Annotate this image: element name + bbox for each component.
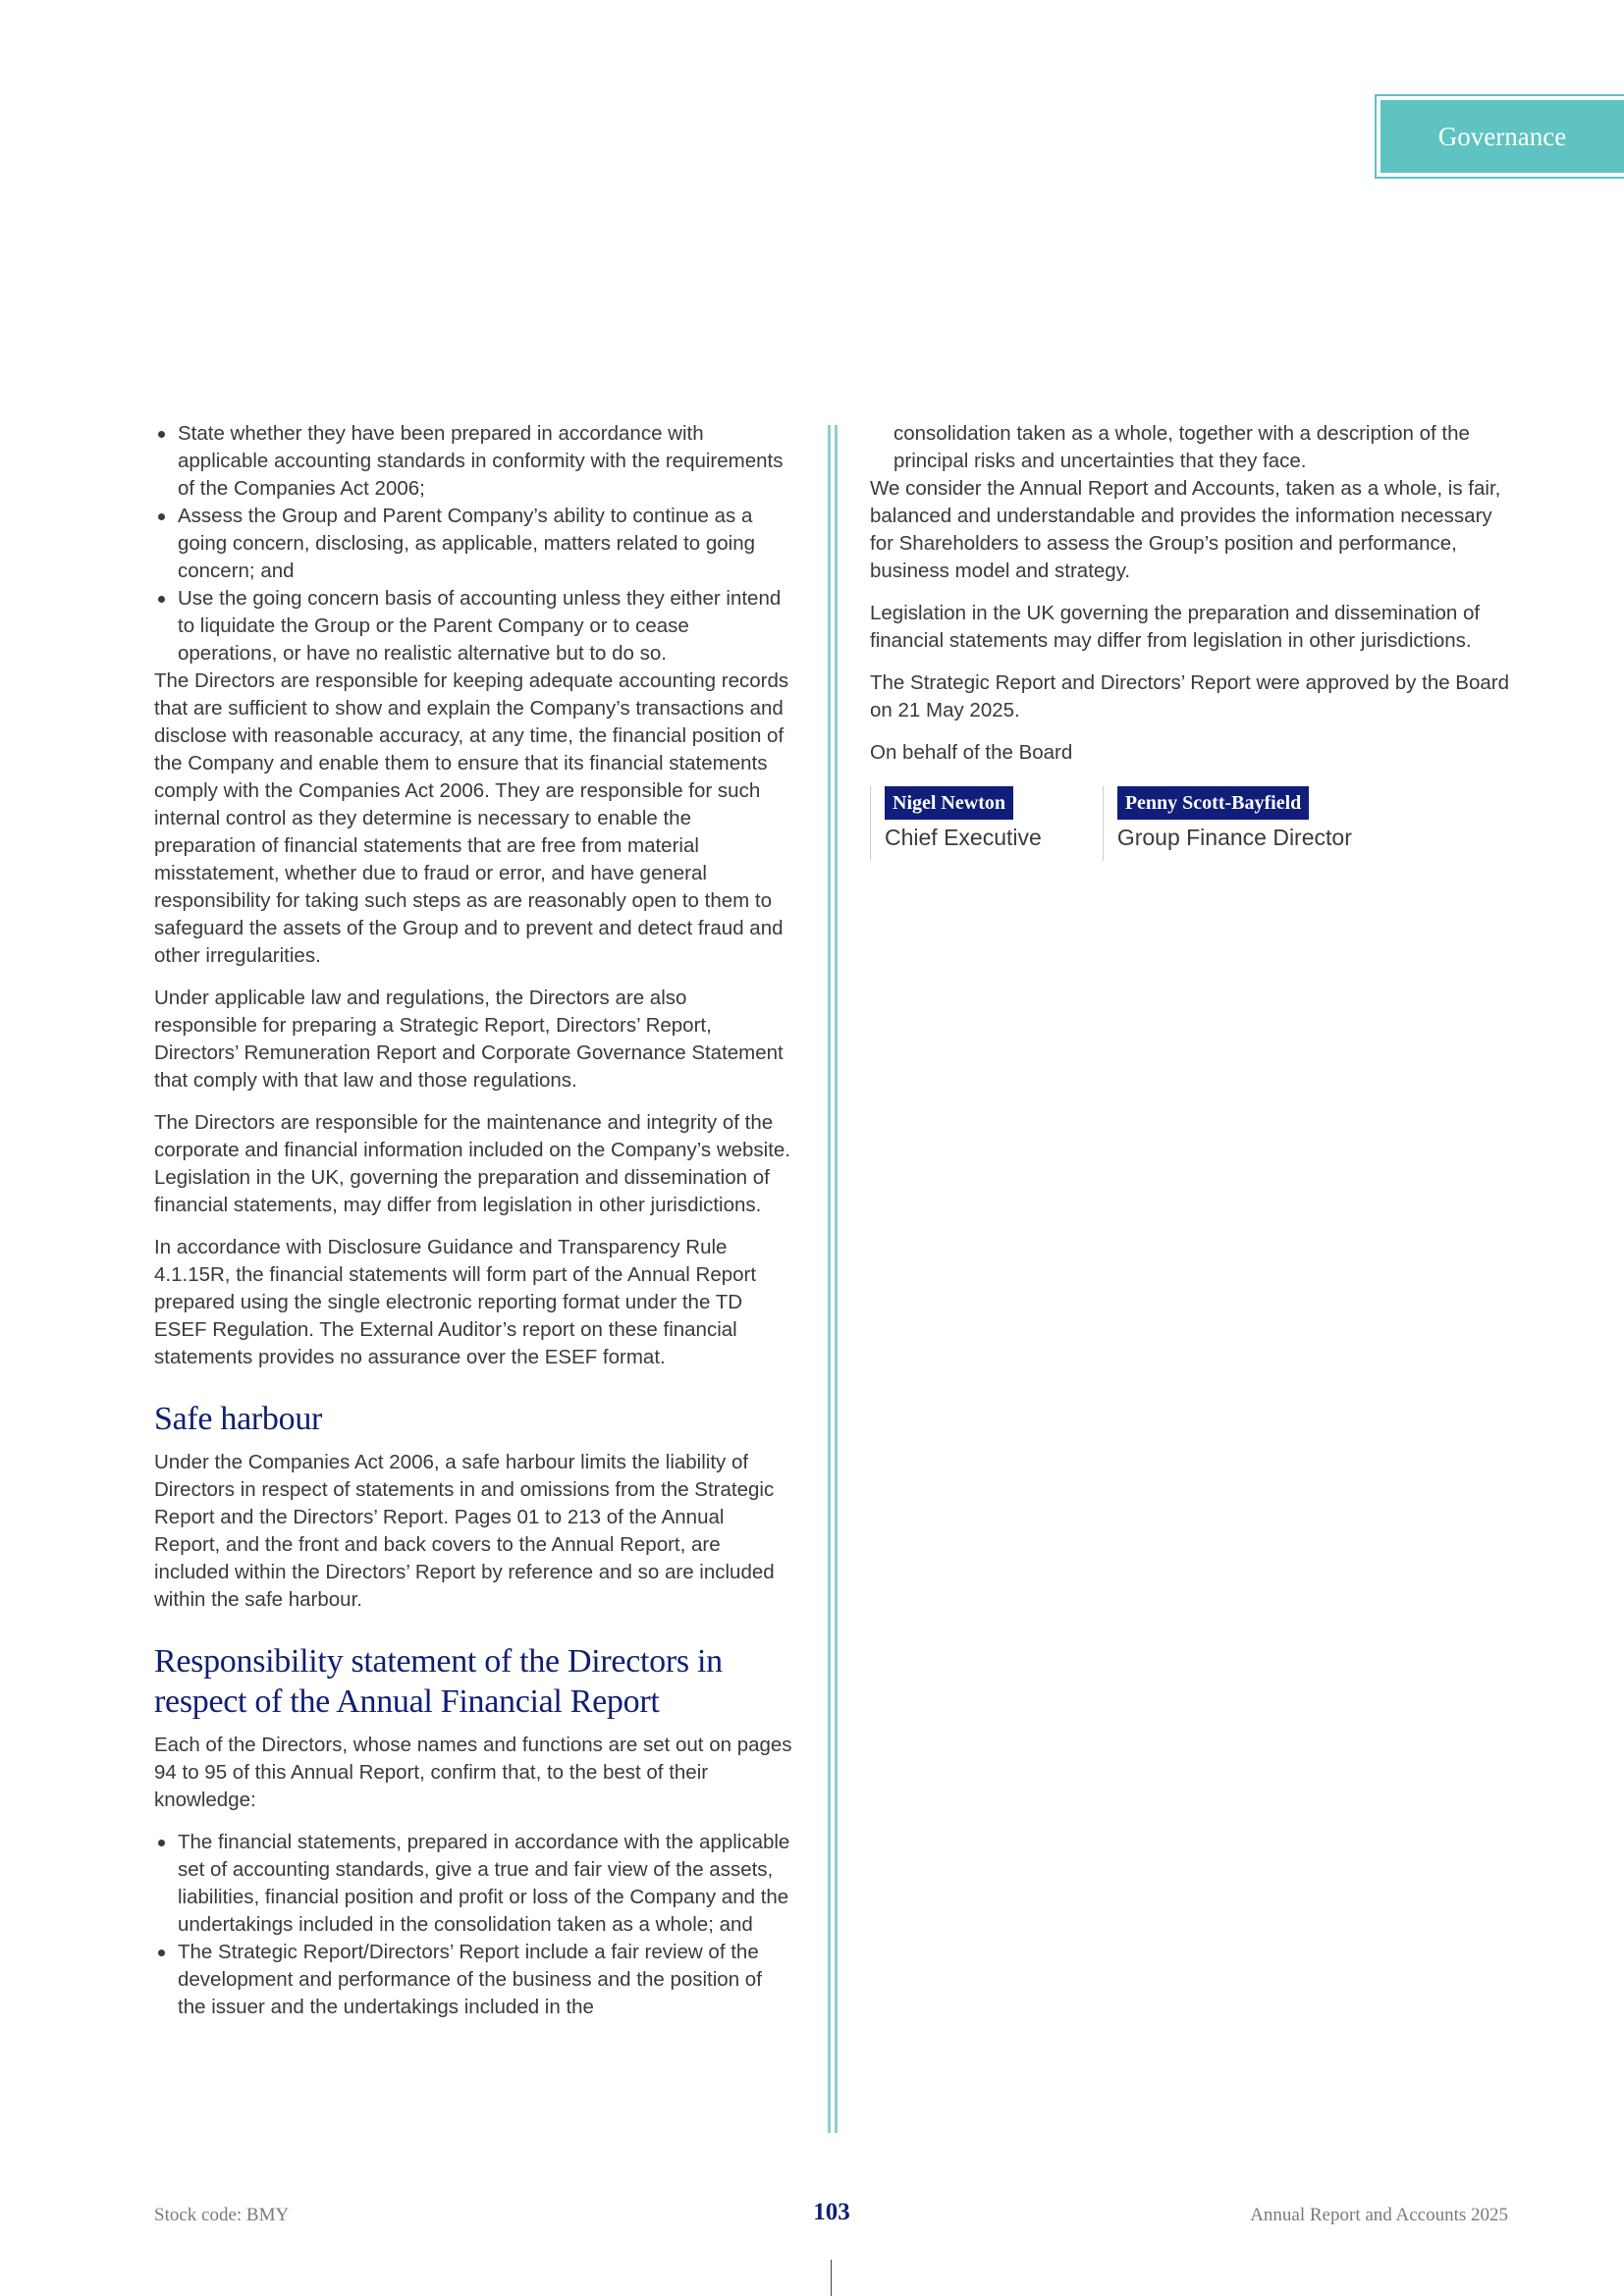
signatory-name: Penny Scott-Bayfield — [1117, 786, 1309, 820]
paragraph-legislation: Legislation in the UK governing the preparation and dissemination of financial statements may differ from legislation in other jurisdictions. — [870, 602, 1481, 652]
signatures — [870, 786, 1518, 861]
responsibility-list — [154, 1829, 792, 2021]
page-number: 103 — [813, 2199, 850, 2225]
list-item: The financial statements, prepared in accordance with the applicable set of accounting standards, give a true and fair view of the assets, liabilities, financial position and profit or loss of the Company and the undertakings included in the consolidation taken as a whole; and — [154, 1829, 792, 1939]
paragraph-applicable-law: Under applicable law and regulations, the Directors are also responsible for preparing a Strategic Report, Directors’ Report, Directors’ Remuneration Report and Corporate Governance Statement that comply with that law and those regulations. — [154, 987, 784, 1092]
paragraph-website-integrity: The Directors are responsible for the maintenance and integrity of the corporate and financial information included on the Company’s website. Legislation in the UK, governing the preparation and dissemination of financial statements, may differ from legislation in other jurisdictions. — [154, 1111, 791, 1216]
paragraph-esef: In accordance with Disclosure Guidance and Transparency Rule 4.1.15R, the financial statements will form part of the Annual Report prepared using the single electronic reporting format under the TD ESEF Regulation. The External Auditor’s report on these financial statements provides no assurance over the ESEF format. — [154, 1236, 757, 1368]
signatory-name: Nigel Newton — [885, 786, 1013, 820]
list-item: State whether they have been prepared in accordance with applicable accounting standards in conformity with the requirements of the Companies Act 2006; — [154, 420, 792, 503]
paragraph-on-behalf: On behalf of the Board — [870, 741, 1073, 764]
paragraph-fair-balanced: We consider the Annual Report and Accounts, taken as a whole, is fair, balanced and understandable and provides the information necessary for Shareholders to assess the Group’s position and performance, business model and strategy. — [870, 477, 1501, 582]
directors-obligations-list — [154, 420, 792, 667]
list-item: Assess the Group and Parent Company’s ability to continue as a going concern, disclosing, as applicable, matters related to going concern; and — [154, 503, 792, 585]
paragraph-responsibility-intro: Each of the Directors, whose names and functions are set out on pages 94 to 95 of this Annual Report, confirm that, to the best of their knowledge: — [154, 1734, 792, 1811]
section-tab — [1375, 94, 1624, 179]
list-item: The Strategic Report/Directors’ Report include a fair review of the development and performance of the business and the position of the issuer and the undertakings included in the — [154, 1939, 792, 2021]
column-divider — [828, 425, 838, 2133]
signature-block — [870, 786, 1042, 861]
signatory-role: Group Finance Director — [1116, 825, 1352, 850]
heading-safe-harbour: Safe harbour — [154, 1401, 323, 1437]
signature-block — [1103, 786, 1352, 861]
signatory-role: Chief Executive — [885, 825, 1042, 850]
paragraph-accounting-records: The Directors are responsible for keeping adequate accounting records that are sufficient to show and explain the Company’s transactions and disclose with reasonable accuracy, at any time, the financial position of the Company and enable them to ensure that its financial statements comply with the Companies Act 2006. They are responsible for such internal control as they determine is necessary to enable the preparation of financial statements that are free from material misstatement, whether due to fraud or error, and have general responsibility for taking such steps as are reasonably open to them to safeguard the assets of the Group and to prevent and detect fraud and other irregularities. — [154, 669, 789, 967]
section-tab-label: Governance — [1380, 100, 1624, 173]
left-column — [154, 420, 792, 2021]
paragraph-approval: The Strategic Report and Directors’ Report were approved by the Board on 21 May 2025. — [870, 671, 1510, 721]
heading-responsibility-statement: Responsibility statement of the Directors in respect of the Annual Financial Report — [154, 1643, 723, 1720]
footer-report-title: Annual Report and Accounts 2025 — [1250, 2205, 1508, 2225]
footer-stock-code: Stock code: BMY — [154, 2205, 290, 2225]
footer-divider — [831, 2260, 832, 2296]
right-column — [870, 420, 1518, 861]
paragraph-safe-harbour: Under the Companies Act 2006, a safe harbour limits the liability of Directors in respect of statements in and omissions from the Strategic Report and the Directors’ Report. Pages 01 to 213 of the Annual Report, and the front and back covers to the Annual Report, are included within the Directors’ Report by reference and so are included within the safe harbour. — [154, 1451, 775, 1611]
list-item: Use the going concern basis of accounting unless they either intend to liquidate the Group or the Parent Company or to cease operations, or have no realistic alternative but to do so. — [154, 585, 792, 667]
continuation-text: consolidation taken as a whole, together with a description of the principal risks and uncertainties that they face. — [893, 422, 1470, 472]
